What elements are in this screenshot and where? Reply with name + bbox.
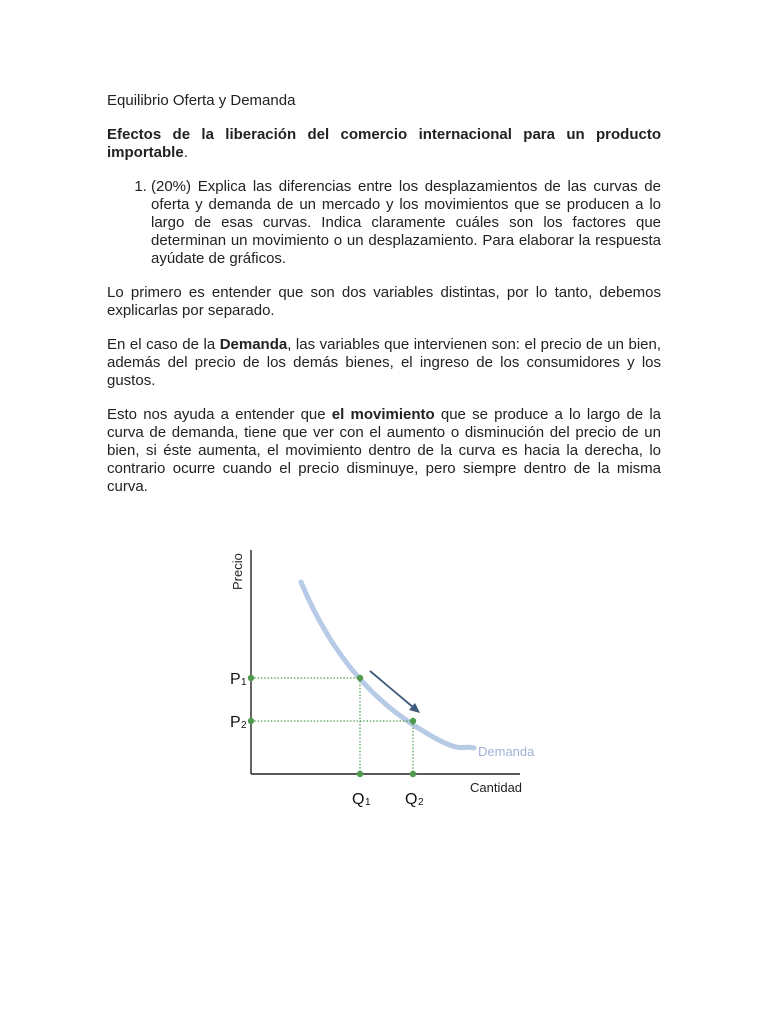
document-subtitle (107, 126, 661, 162)
quantity-point-1 (357, 771, 363, 777)
paragraph-3-bold: el movimiento (331, 406, 435, 423)
subtitle-period: . (183, 144, 188, 161)
movement-arrow-shaft (370, 671, 414, 708)
paragraph-3 (107, 406, 661, 496)
quantity-label-2: Q (405, 791, 418, 808)
price-subscript-1: 1 (241, 677, 247, 688)
question-list (107, 178, 661, 268)
demand-curve-label: Demanda (478, 744, 535, 759)
paragraph-2-text-a: En el caso de la (107, 336, 220, 353)
paragraph-2 (107, 336, 661, 390)
price-subscript-2: 2 (241, 720, 247, 731)
quantity-subscript-2: 2 (418, 797, 424, 808)
document-body (107, 92, 661, 512)
paragraph-2-bold: Demanda (219, 336, 288, 353)
quantity-label-1: Q (352, 791, 365, 808)
equilibrium-point-1 (357, 675, 363, 681)
y-axis-label: Precio (230, 553, 245, 590)
paragraph-1: Lo primero es entender que son dos variables distintas, por lo tanto, debemos explicarlas por separado. (107, 284, 661, 319)
quantity-subscript-1: 1 (365, 797, 371, 808)
demand-curve (301, 582, 474, 748)
price-point-2 (248, 718, 254, 724)
equilibrium-point-2 (410, 718, 416, 724)
question-item-1: 1. (20%) Explica las diferencias entre los desplazamientos de las curvas de oferta y demanda de un mercado y los movimientos que se producen a lo largo de esas curvas. Indica claramente cuáles son los factores que determinan un movimiento o un desplazamiento. Para elaborar la respuesta ayúdate de gráficos. (151, 178, 661, 268)
paragraph-3-text-c: que se produce a lo largo de la curva de demanda, tiene que ver con el aumento o disminución del precio de un bien, si éste aumenta, el movimiento dentro de la curva es hacia la derecha, lo contrario ocurre cuando el precio disminuye, pero siempre dentro de la misma curva. (107, 406, 662, 495)
document-heading: Equilibrio Oferta y Demanda (107, 92, 296, 109)
price-label-2: P (230, 714, 241, 731)
x-axis-label: Cantidad (470, 780, 523, 795)
quantity-point-2 (410, 771, 416, 777)
demand-chart (220, 540, 550, 820)
paragraph-2-text-c: , las variables que intervienen son: el precio de un bien, además del precio de los demás bienes, el ingreso de los consumidores y los gustos. (107, 336, 662, 389)
price-label-1: P (230, 671, 241, 688)
subtitle-bold-text: Efectos de la liberación del comercio internacional para un producto importable (107, 126, 661, 161)
price-point-1 (248, 675, 254, 681)
paragraph-3-text-a: Esto nos ayuda a entender que (107, 406, 332, 423)
